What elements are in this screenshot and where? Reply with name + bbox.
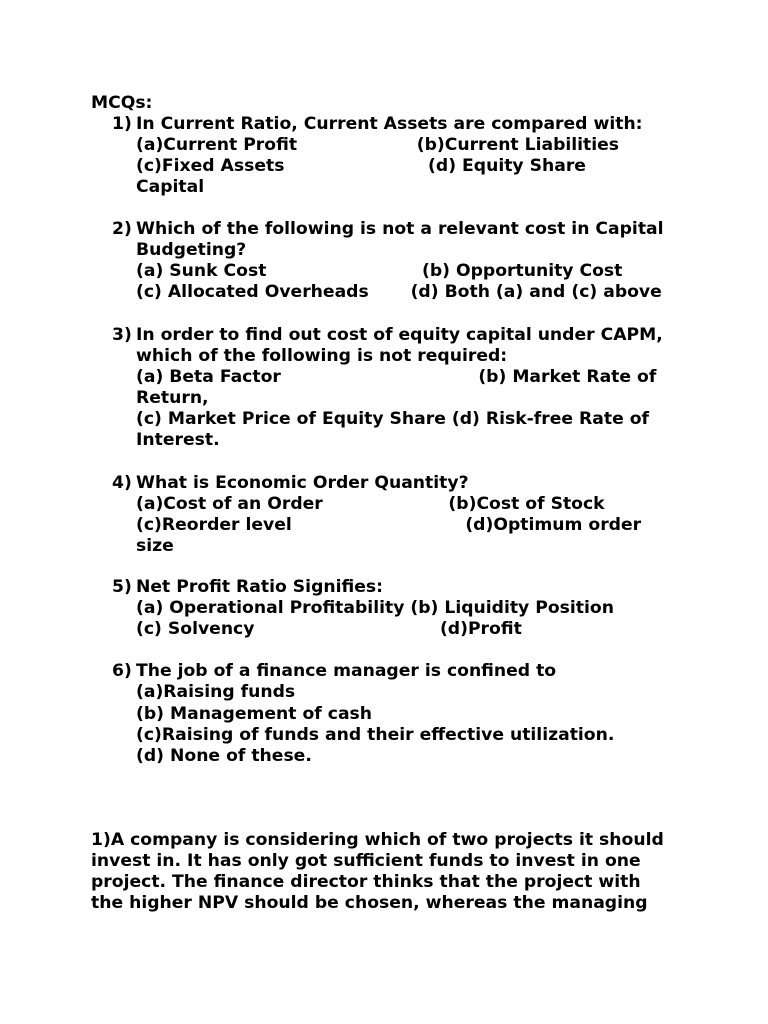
question-number: 4) [112, 473, 132, 493]
question-option: (a) Operational Profitability (b) Liquidity Position [136, 598, 614, 618]
question-text: which of the following is not required: [136, 346, 508, 366]
question-option: (d) None of these. [136, 746, 312, 766]
question-option: (c)Raising of funds and their effective utilization. [136, 725, 615, 745]
question-option: (a) Sunk Cost (b) Opportunity Cost [136, 261, 623, 281]
paragraph-line: project. The finance director thinks that the project with [91, 872, 641, 892]
question-number: 1) [112, 114, 132, 134]
question-option: Return, [136, 388, 209, 408]
question-option: (c) Market Price of Equity Share (d) Risk-free Rate of [136, 409, 649, 429]
question-option: (a)Cost of an Order (b)Cost of Stock [136, 494, 605, 514]
paragraph-line: invest in. It has only got sufficient funds to invest in one [91, 851, 641, 871]
question-number: 2) [112, 219, 132, 239]
question-option: size [136, 536, 174, 556]
question-text: In order to find out cost of equity capital under CAPM, [136, 325, 663, 345]
question-option: (c) Solvency (d)Profit [136, 619, 522, 639]
question-text: Net Profit Ratio Signifies: [136, 577, 383, 597]
heading: MCQs: [91, 93, 153, 113]
question-text: Which of the following is not a relevant cost in Capital [136, 219, 664, 239]
question-text: The job of a finance manager is confined to [136, 661, 557, 681]
question-option: (c) Allocated Overheads (d) Both (a) and (c) above [136, 282, 662, 302]
question-option: (c)Fixed Assets (d) Equity Share [136, 156, 586, 176]
question-number: 6) [112, 661, 132, 681]
question-option: (a)Current Profit (b)Current Liabilities [136, 135, 620, 155]
question-number: 3) [112, 325, 132, 345]
question-number: 5) [112, 577, 132, 597]
question-option: Capital [136, 177, 205, 197]
paragraph-line: the higher NPV should be chosen, whereas the managing [91, 893, 648, 913]
question-text: In Current Ratio, Current Assets are compared with: [136, 114, 643, 134]
question-option: (a) Beta Factor (b) Market Rate of [136, 367, 657, 387]
question-option: (a)Raising funds [136, 682, 296, 702]
paragraph-line: 1)A company is considering which of two projects it should [91, 830, 664, 850]
question-text: What is Economic Order Quantity? [136, 473, 469, 493]
question-text: Budgeting? [136, 240, 247, 260]
question-option: Interest. [136, 430, 220, 450]
question-option: (c)Reorder level (d)Optimum order [136, 515, 642, 535]
question-option: (b) Management of cash [136, 704, 373, 724]
